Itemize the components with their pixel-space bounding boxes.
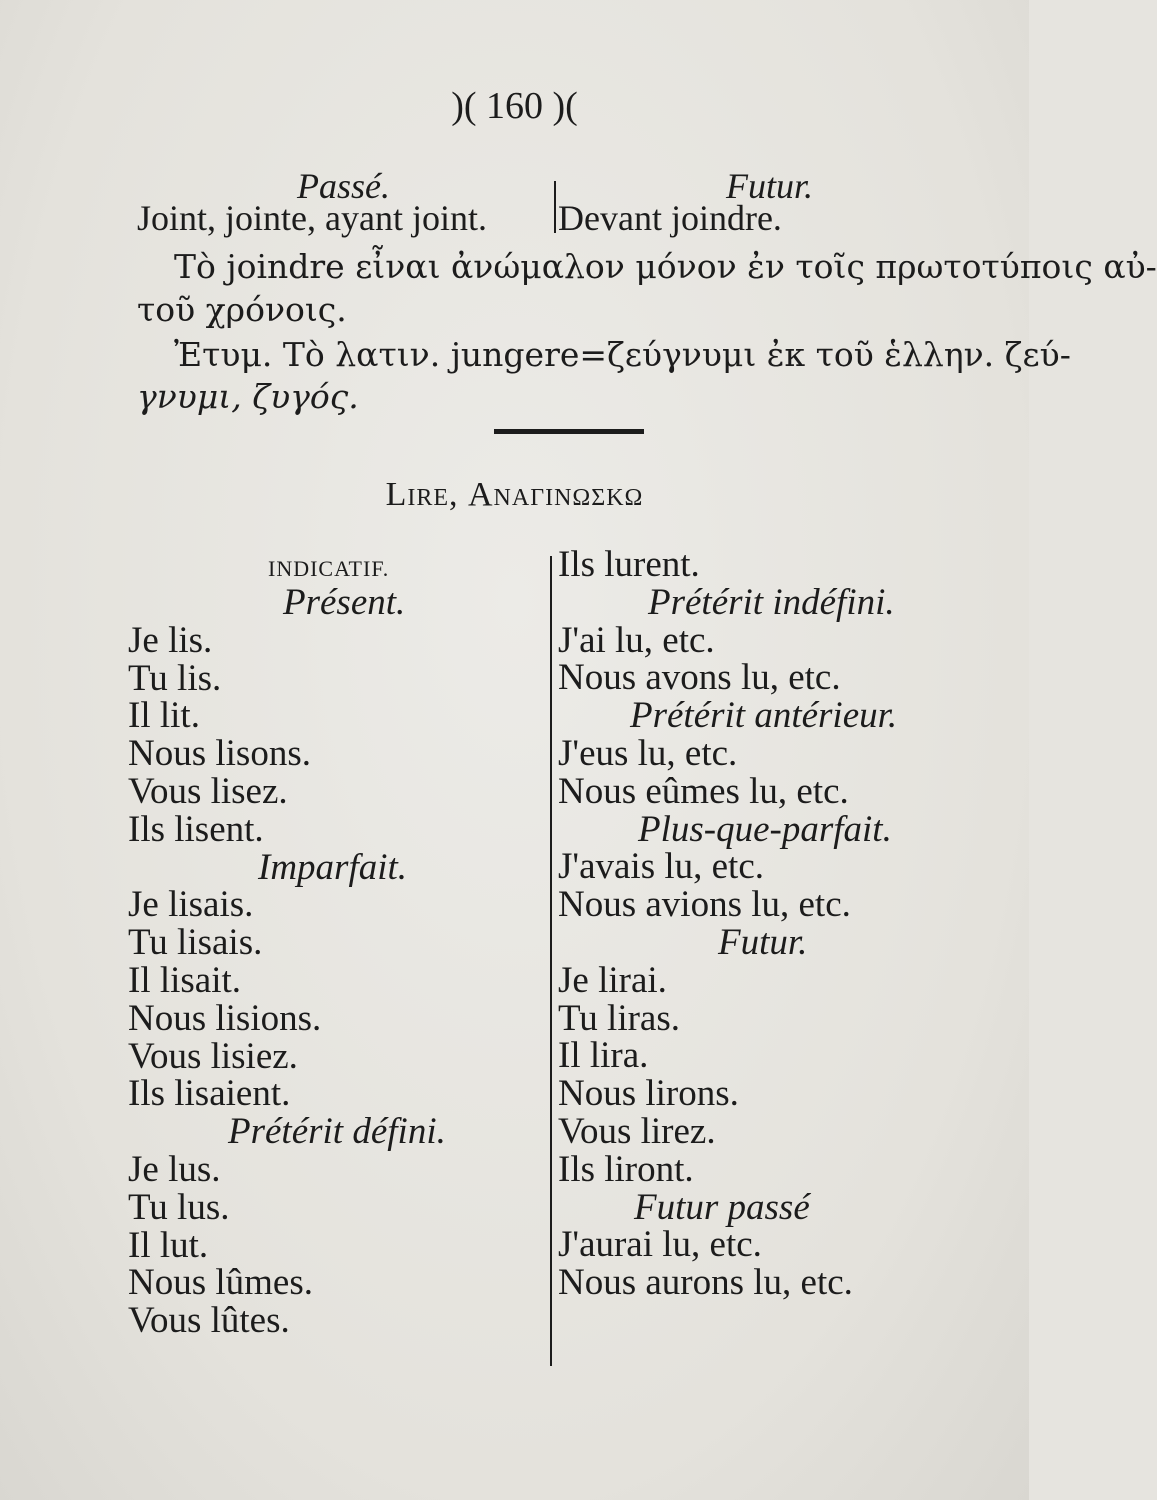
etym-line-1: Ἐτυμ. Τὸ λατιν. jungere=ζεύγνυμι ἐκ τοῦ ἑλλην. ζεύ-	[174, 335, 1071, 374]
right-tense-heading: Prétérit antérieur.	[630, 695, 898, 737]
left-verb-form: Vous lûtes.	[128, 1300, 290, 1342]
mood-label: INDICATIF.	[268, 556, 390, 581]
right-column	[558, 546, 958, 1302]
right-verb-form: Il lira.	[558, 1035, 649, 1077]
header-futur: Futur.	[726, 166, 814, 206]
right-verb-form: Nous lirons.	[558, 1073, 739, 1115]
right-verb-form: Nous avons lu, etc.	[558, 657, 841, 699]
right-tense-heading: Futur passé	[634, 1186, 810, 1228]
left-verb-form: Ils lisent.	[128, 808, 264, 850]
right-verb-form: J'ai lu, etc.	[558, 619, 715, 661]
right-verb-form: Tu liras.	[558, 997, 681, 1039]
right-tense-heading: Futur.	[718, 921, 808, 963]
left-tense-heading: Présent.	[283, 582, 406, 623]
right-verb-form: J'eus lu, etc.	[558, 732, 738, 774]
left-verb-form: Tu lus.	[128, 1186, 230, 1228]
section-rule	[494, 429, 644, 434]
left-verb-form: Je lus.	[128, 1148, 221, 1190]
right-verb-form: Je lirai.	[558, 959, 667, 1001]
left-tense-heading: Prétérit défini.	[228, 1111, 446, 1153]
etym-line-2: γνυμι, ζυγός.	[137, 377, 359, 416]
left-verb-form: Vous lisez.	[128, 770, 288, 812]
left-tense-heading: Imparfait.	[258, 846, 408, 888]
section-title: Lire, Αναγινωσκω	[385, 476, 644, 513]
left-verb-form: Je lisais.	[128, 884, 254, 926]
right-verb-form: J'avais lu, etc.	[558, 846, 764, 888]
right-tense-heading: Prétérit indéfini.	[648, 581, 895, 623]
right-verb-form: Nous aurons lu, etc.	[558, 1262, 853, 1304]
left-verb-form: Tu lisais.	[128, 922, 263, 964]
left-verb-form: Ils lisaient.	[128, 1073, 291, 1115]
left-column	[128, 584, 538, 1340]
left-verb-form: Nous lisions.	[128, 997, 322, 1039]
right-verb-form: Nous avions lu, etc.	[558, 884, 851, 926]
left-verb-form: Nous lisons.	[128, 733, 311, 775]
left-verb-form: Nous lûmes.	[128, 1262, 313, 1304]
right-tense-heading: Plus-que-parfait.	[638, 808, 892, 850]
left-verb-form: Il lisait.	[128, 959, 242, 1001]
right-verb-form: Vous lirez.	[558, 1110, 716, 1152]
right-verb-form: J'aurai lu, etc.	[558, 1224, 762, 1266]
right-verb-form: Nous eûmes lu, etc.	[558, 770, 849, 812]
left-verb-form: Il lit.	[128, 695, 200, 737]
right-verb-form: Ils liront.	[558, 1148, 694, 1190]
note-line-1: Τὸ joindre εἶναι ἀνώμαλον μόνον ἐν τοῖς πρωτοτύποις αὐ-	[174, 247, 1157, 286]
page-number: )( 160 )(	[451, 85, 578, 127]
left-verb-form: Je lis.	[128, 619, 213, 661]
note-line-2: τοῦ χρόνοις.	[137, 290, 347, 329]
futur-forms: Devant joindre.	[558, 198, 782, 238]
left-verb-form: Vous lisiez.	[128, 1035, 298, 1077]
column-divider	[550, 556, 552, 1366]
left-verb-form: Tu lis.	[128, 657, 222, 699]
left-verb-form: Il lut.	[128, 1224, 209, 1266]
column-divider-top	[554, 181, 556, 233]
passe-forms: Joint, jointe, ayant joint.	[137, 198, 487, 238]
header-passe: Passé.	[297, 166, 390, 206]
right-verb-form: Ils lurent.	[558, 544, 700, 585]
